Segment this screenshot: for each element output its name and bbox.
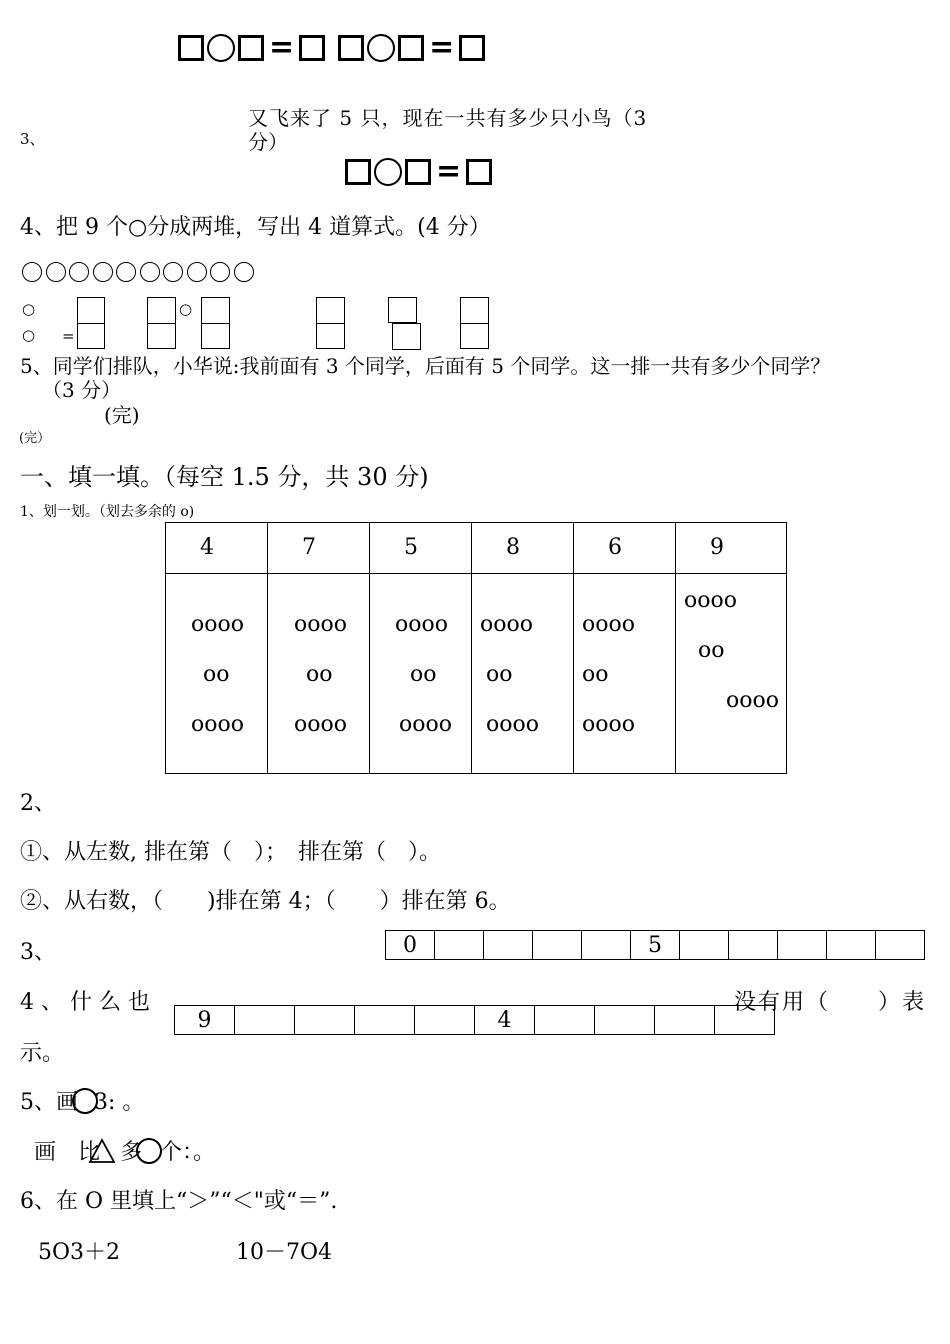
answer-box[interactable]	[459, 35, 485, 61]
number-strip-4	[174, 1005, 775, 1035]
circle-group[interactable]: oooo	[480, 612, 533, 637]
strip-cell[interactable]: 5	[631, 931, 680, 960]
answer-box[interactable]	[238, 35, 264, 61]
answer-box[interactable]	[388, 297, 417, 323]
strip-cell[interactable]	[876, 931, 925, 960]
strip-cell[interactable]	[235, 1006, 295, 1035]
answer-box[interactable]	[345, 159, 371, 185]
circle-icon	[93, 262, 113, 282]
strip-cell[interactable]	[355, 1006, 415, 1035]
q2-line-2: ②、从右数，（ )排在第 4；（ ）排在第 6。	[20, 889, 511, 914]
circle-group[interactable]: oooo	[395, 612, 448, 637]
operator-circle[interactable]	[374, 158, 402, 186]
q6-text: 6、在 O 里填上“＞”“＜"或“＝”.	[20, 1189, 338, 1214]
table-header-cell: 8	[472, 523, 574, 574]
equals-sign: =	[269, 30, 295, 65]
answer-box[interactable]	[77, 323, 105, 349]
circle-group[interactable]: oooo	[399, 712, 452, 737]
counting-table	[165, 522, 787, 774]
score-label: （3 分）	[42, 378, 122, 402]
operator-circle[interactable]	[367, 34, 395, 62]
table-header-cell: 9	[676, 523, 787, 574]
strip-cell[interactable]	[484, 931, 533, 960]
strip-cell[interactable]	[582, 931, 631, 960]
q5-count-label: 3: 。	[94, 1090, 145, 1115]
answer-box[interactable]	[460, 297, 489, 324]
question-text: 又飞来了 5 只，现在一共有多少只小鸟（3	[248, 106, 648, 130]
q2-label: 2、	[20, 791, 56, 816]
circle-group[interactable]: oo	[698, 638, 725, 663]
strip-cell[interactable]	[533, 931, 582, 960]
circle-group[interactable]: oo	[410, 662, 437, 687]
circle-icon	[210, 262, 230, 282]
circle-group[interactable]: oooo	[582, 612, 635, 637]
circle-group[interactable]: oooo	[191, 712, 244, 737]
question-text: 分）	[248, 130, 288, 154]
circle-group[interactable]: oo	[582, 662, 609, 687]
answer-box[interactable]	[460, 323, 489, 349]
circle-row	[22, 262, 254, 282]
circle-icon	[234, 262, 254, 282]
strip-cell[interactable]: 0	[386, 931, 435, 960]
q5-draw-label: 画 比	[34, 1140, 101, 1165]
strip-cell[interactable]: 9	[175, 1006, 235, 1035]
circle-group[interactable]: oooo	[684, 588, 737, 613]
strip-cell[interactable]	[435, 931, 484, 960]
answer-box[interactable]	[299, 35, 325, 61]
table-header-cell: 4	[166, 523, 268, 574]
circle-icon	[22, 262, 42, 282]
q5-line-1	[20, 1085, 144, 1116]
table-cell[interactable]	[472, 574, 574, 774]
strip-cell[interactable]	[595, 1006, 655, 1035]
strip-cell[interactable]	[680, 931, 729, 960]
strip-cell[interactable]	[827, 931, 876, 960]
q4-right-text: 没有用（ ）表	[734, 990, 927, 1015]
end-label-small: (完）	[19, 431, 51, 446]
strip-cell[interactable]	[778, 931, 827, 960]
circle-group[interactable]: oooo	[294, 712, 347, 737]
answer-box[interactable]	[147, 297, 176, 324]
table-cell[interactable]	[166, 574, 268, 774]
triangle-icon	[88, 1138, 116, 1164]
strip-cell[interactable]	[415, 1006, 475, 1035]
question-5-prev: 5、同学们排队，小华说:我前面有 3 个同学，后面有 5 个同学。这一排一共有多少个同学？	[20, 354, 831, 378]
equals-sign: =	[429, 30, 455, 65]
q1-label: 1、划一划。（划去多余的 o)	[20, 504, 195, 520]
answer-box[interactable]	[201, 323, 230, 349]
question-number: 3、	[20, 130, 45, 148]
end-label: (完)	[104, 403, 140, 427]
circle-group[interactable]: oooo	[582, 712, 635, 737]
equation-row-1	[178, 30, 485, 65]
circle-icon	[69, 262, 89, 282]
circle-group[interactable]: oo	[486, 662, 513, 687]
answer-box[interactable]	[178, 35, 204, 61]
q3-label: 3、	[20, 940, 56, 965]
equals-mark: =	[62, 327, 75, 345]
question-4-prev: 4、把 9 个○分成两堆，写出 4 道算式。(4 分）	[20, 215, 491, 240]
table-header-cell: 6	[574, 523, 676, 574]
circle-mark: ○	[179, 300, 193, 318]
circle-group[interactable]: oo	[203, 662, 230, 687]
q2-line-1: ①、从左数, 排在第（ ）； 排在第（ ）。	[20, 840, 441, 865]
answer-box[interactable]	[466, 159, 492, 185]
strip-cell[interactable]	[295, 1006, 355, 1035]
table-header-cell: 7	[268, 523, 370, 574]
equation-row-2	[345, 154, 492, 189]
answer-box[interactable]	[316, 297, 345, 324]
q5-count-label: 个：。	[160, 1140, 216, 1165]
circle-group[interactable]: oooo	[486, 712, 539, 737]
strip-cell[interactable]	[655, 1006, 715, 1035]
answer-box[interactable]	[316, 323, 345, 349]
answer-box[interactable]	[338, 35, 364, 61]
strip-cell[interactable]	[535, 1006, 595, 1035]
circle-icon	[116, 262, 136, 282]
circle-mark: ○	[22, 300, 36, 318]
table-cell[interactable]	[574, 574, 676, 774]
answer-box[interactable]	[147, 323, 176, 349]
circle-icon	[136, 1138, 162, 1164]
strip-cell[interactable]	[729, 931, 778, 960]
circle-icon	[140, 262, 160, 282]
q5-more-label: 多	[120, 1140, 143, 1165]
circle-group[interactable]: oooo	[726, 688, 779, 713]
circle-group[interactable]: oooo	[191, 612, 244, 637]
answer-box[interactable]	[405, 159, 431, 185]
q4-label: 4 、 什 么 也	[20, 990, 150, 1015]
q4-tail-text: 示。	[20, 1041, 65, 1066]
table-cell[interactable]	[676, 574, 787, 774]
circle-icon	[46, 262, 66, 282]
answer-box[interactable]	[392, 323, 421, 350]
q5-draw-label: 5、画	[20, 1090, 78, 1115]
q6-expression: 5O3＋2	[38, 1240, 121, 1265]
answer-box[interactable]	[398, 35, 424, 61]
operator-circle[interactable]	[207, 34, 235, 62]
circle-group[interactable]: oo	[306, 662, 333, 687]
circle-icon	[163, 262, 183, 282]
q6-expression: 10－7O4	[236, 1240, 333, 1265]
circle-group[interactable]: oooo	[294, 612, 347, 637]
number-strip-3	[385, 930, 925, 960]
answer-box[interactable]	[201, 297, 230, 324]
equals-sign: =	[436, 154, 462, 189]
strip-cell[interactable]: 4	[475, 1006, 535, 1035]
circle-icon	[187, 262, 207, 282]
section-title: 一、填一填。（每空 1.5 分，共 30 分)	[20, 463, 429, 491]
q5-line-2	[34, 1135, 215, 1166]
circle-mark: ○	[22, 326, 36, 344]
answer-box[interactable]	[77, 297, 105, 324]
table-header-cell: 5	[370, 523, 472, 574]
